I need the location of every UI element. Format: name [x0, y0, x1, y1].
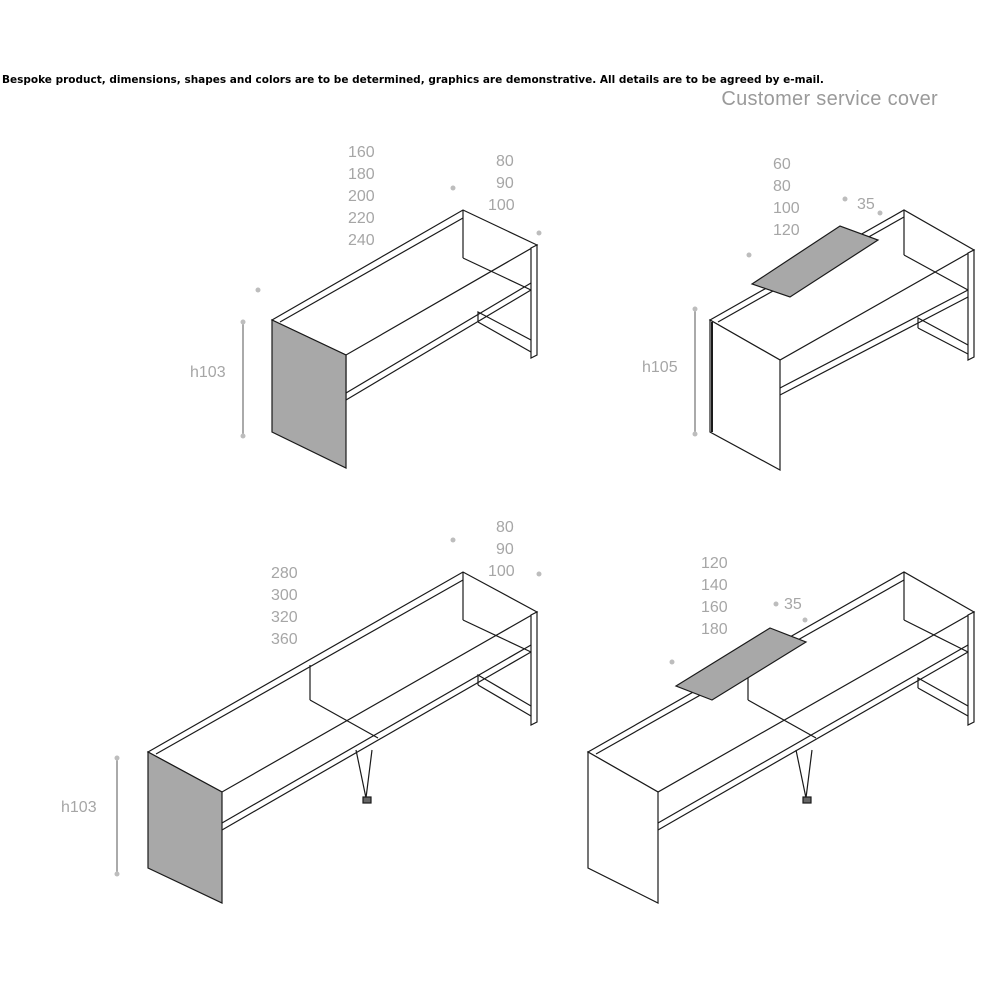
desk-top-left-height-label: h103 — [190, 364, 226, 381]
desk-bottom-left-height-label: h103 — [61, 799, 97, 816]
svg-text:360: 360 — [271, 631, 298, 648]
desk-top-right-shelf-depth: 35 — [857, 196, 875, 213]
svg-text:140: 140 — [701, 577, 728, 594]
desk-top-left — [272, 210, 537, 468]
svg-text:200: 200 — [348, 188, 375, 205]
svg-text:100: 100 — [773, 200, 800, 217]
svg-text:280: 280 — [271, 565, 298, 582]
disclaimer-note: Bespoke product, dimensions, shapes and colors are to be determined, graphics are demonstrative. All details are to be agreed by e-mail. — [2, 74, 824, 86]
desk-top-right — [710, 210, 974, 470]
svg-text:120: 120 — [701, 555, 728, 572]
page-title: Customer service cover — [721, 88, 938, 110]
desk-top-right-height-label: h105 — [642, 359, 678, 376]
desk-bottom-left — [148, 572, 537, 903]
svg-text:100: 100 — [488, 197, 515, 214]
svg-text:180: 180 — [701, 621, 728, 638]
desk-bottom-left-depths — [488, 519, 515, 580]
svg-text:80: 80 — [496, 519, 514, 536]
desk-bottom-right — [588, 572, 974, 903]
svg-text:80: 80 — [496, 153, 514, 170]
svg-text:80: 80 — [773, 178, 791, 195]
svg-text:300: 300 — [271, 587, 298, 604]
svg-text:180: 180 — [348, 166, 375, 183]
svg-text:240: 240 — [348, 232, 375, 249]
desk-bottom-right-shelf-depth: 35 — [784, 596, 802, 613]
desk-top-left-depths — [488, 153, 515, 214]
desk-top-right-shelf-lengths — [773, 156, 800, 239]
svg-text:60: 60 — [773, 156, 791, 173]
svg-text:320: 320 — [271, 609, 298, 626]
svg-text:90: 90 — [496, 175, 514, 192]
svg-text:100: 100 — [488, 563, 515, 580]
svg-text:120: 120 — [773, 222, 800, 239]
svg-text:160: 160 — [701, 599, 728, 616]
desk-bottom-right-shelf-lengths — [701, 555, 728, 638]
desk-top-left-lengths — [348, 144, 375, 249]
svg-text:90: 90 — [496, 541, 514, 558]
svg-text:160: 160 — [348, 144, 375, 161]
desk-bottom-left-lengths — [271, 565, 298, 648]
svg-text:220: 220 — [348, 210, 375, 227]
